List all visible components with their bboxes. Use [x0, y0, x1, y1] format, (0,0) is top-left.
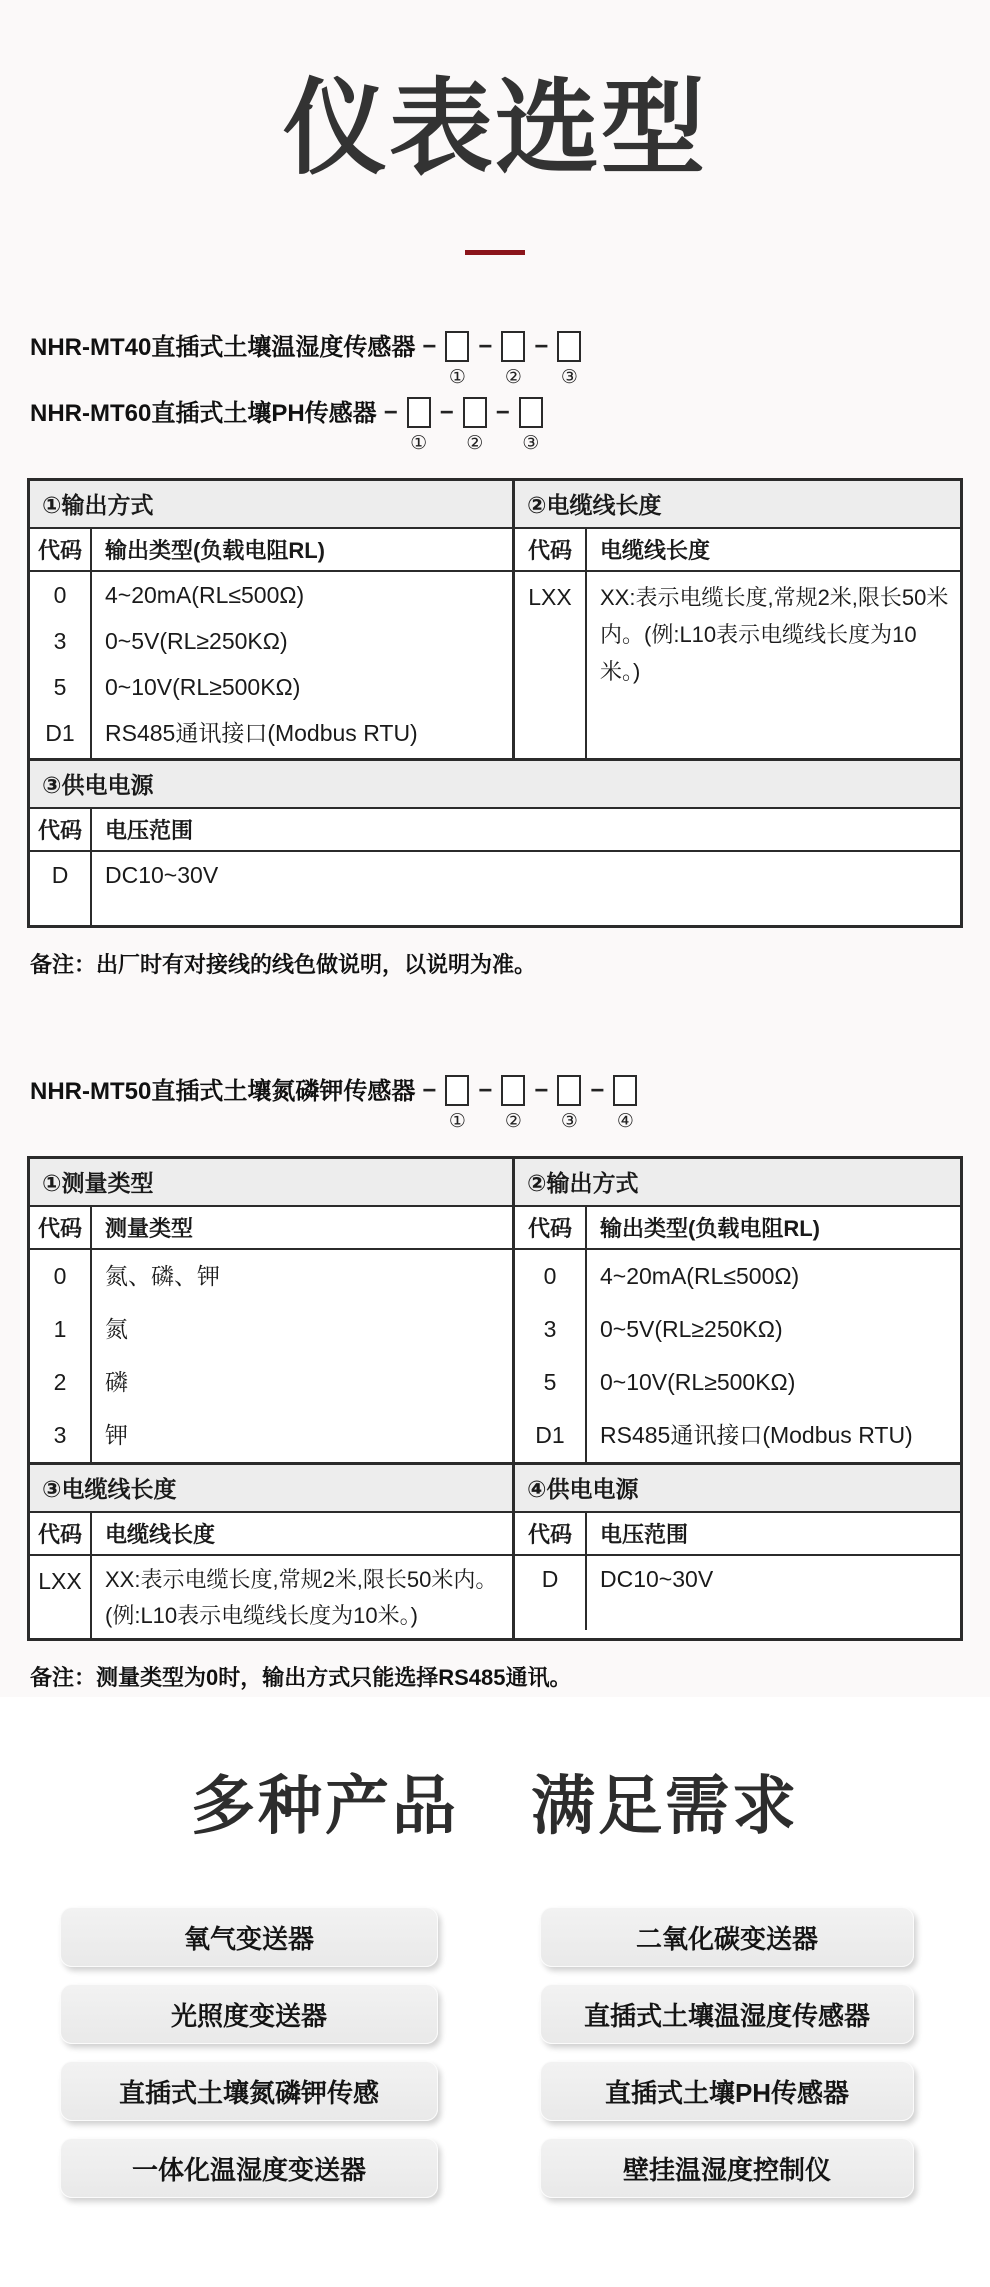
code-slot-3: [555, 331, 583, 390]
product-button-wall-mount-temp-humidity-controller[interactable]: 壁挂温湿度控制仪: [540, 2138, 914, 2198]
dash-separator: −: [534, 333, 549, 361]
output-mode-column: [30, 481, 512, 758]
col-header-code: 代码: [30, 809, 92, 850]
col-header-desc: 电压范围: [105, 818, 194, 844]
code-cell: 0: [53, 582, 67, 609]
code-cells: [30, 572, 92, 758]
col-header-desc: 测量类型: [105, 1216, 194, 1242]
desc-cell: 0~5V(RL≥250KΩ): [105, 628, 288, 655]
desc-cells: [587, 572, 960, 758]
desc-cell: 磷: [105, 1369, 128, 1396]
products-heading-right: 满足需求: [531, 1770, 799, 1842]
dash-separator: −: [590, 1077, 605, 1105]
code-cell: 3: [53, 1422, 67, 1449]
model-line-mt50: [30, 1075, 990, 1134]
slot-number: ①: [410, 433, 428, 455]
code-box: [557, 331, 581, 362]
dash-separator: −: [439, 399, 454, 427]
desc-cell: 0~5V(RL≥250KΩ): [600, 1316, 783, 1343]
code-cell: LXX: [38, 1568, 82, 1595]
code-cell: 0: [543, 1263, 557, 1290]
cable-length-column: [512, 481, 960, 758]
product-button-co2-transmitter[interactable]: 二氧化碳变送器: [540, 1907, 914, 1967]
model-line-mt60: [30, 397, 990, 456]
desc-cell: 氮、磷、钾: [105, 1263, 220, 1290]
power-supply-column: [512, 1465, 960, 1638]
col-header-code: 代码: [515, 1513, 587, 1554]
code-cell: 5: [53, 674, 67, 701]
code-box: [445, 1075, 469, 1106]
col-header-desc: 输出类型(负载电阻RL): [105, 538, 325, 564]
table-header: ①输出方式: [30, 481, 512, 529]
mt50-selection-table: [27, 1156, 963, 1641]
desc-cell: 4~20mA(RL≤500Ω): [600, 1263, 800, 1290]
table-header: ②输出方式: [515, 1159, 960, 1207]
slot-number: ③: [522, 433, 540, 455]
products-heading: [0, 1697, 990, 1847]
code-slot-1: [443, 1075, 471, 1134]
note-mt40: 备注：出厂时有对接线的线色做说明，以说明为准。: [30, 952, 537, 978]
slot-number: ①: [448, 1111, 466, 1133]
model-name-mt50: NHR-MT50直插式土壤氮磷钾传感器: [30, 1078, 416, 1106]
product-button-light-transmitter[interactable]: 光照度变送器: [60, 1984, 438, 2044]
code-box: [613, 1075, 637, 1106]
code-slot-1: [443, 331, 471, 390]
desc-cell: 4~20mA(RL≤500Ω): [105, 582, 305, 609]
power-supply-section: [30, 758, 960, 925]
products-heading-left: 多种产品: [191, 1770, 459, 1842]
code-box: [445, 331, 469, 362]
dash-separator: −: [422, 1077, 437, 1105]
code-cell: 5: [543, 1369, 557, 1396]
code-cells: [30, 1556, 92, 1638]
slot-number: ③: [560, 1111, 578, 1133]
page-title: 仪表选型: [282, 71, 707, 187]
col-header-desc: 电缆线长度: [105, 1522, 216, 1548]
col-header-code: 代码: [515, 1207, 587, 1248]
desc-cell: RS485通讯接口(Modbus RTU): [105, 720, 418, 747]
code-cells: [30, 1250, 92, 1462]
code-slot-3: [517, 397, 545, 456]
desc-cell: 0~10V(RL≥500KΩ): [600, 1369, 796, 1396]
col-header-code: 代码: [515, 529, 587, 570]
code-cell: 1: [53, 1316, 67, 1343]
col-header-desc: 电压范围: [600, 1522, 689, 1548]
code-slot-4: [611, 1075, 639, 1134]
desc-cells: [92, 1250, 512, 1462]
table-header: ③电缆线长度: [30, 1465, 512, 1513]
code-cells: [515, 572, 587, 758]
dash-separator: −: [534, 1077, 549, 1105]
code-cell: D: [541, 1566, 559, 1593]
code-box: [519, 397, 543, 428]
model-line-mt40: [30, 331, 990, 390]
col-header-code: 代码: [30, 529, 92, 570]
title-underline: [465, 250, 525, 255]
desc-cell: XX:表示电缆长度,常规2米,限长50米内。(例:L10表示电缆线长度为10米。): [105, 1567, 498, 1629]
desc-cells: [92, 1556, 512, 1638]
code-cell: LXX: [528, 584, 572, 611]
dash-separator: −: [383, 399, 398, 427]
code-box: [557, 1075, 581, 1106]
products-section: [0, 1697, 990, 2287]
desc-cell: RS485通讯接口(Modbus RTU): [600, 1422, 913, 1449]
code-cells: [30, 852, 92, 925]
mt40-selection-table: [27, 478, 963, 928]
desc-cells: [92, 572, 512, 758]
code-cell: 0: [53, 1263, 67, 1290]
product-button-integrated-temp-humidity-transmitter[interactable]: 一体化温湿度变送器: [60, 2138, 438, 2198]
table-header: ③供电电源: [30, 761, 960, 809]
code-cell: D1: [45, 720, 75, 747]
col-header-desc: 电缆线长度: [600, 538, 711, 564]
code-slot-3: [555, 1075, 583, 1134]
code-slot-2: [461, 397, 489, 456]
model-name-mt40: NHR-MT40直插式土壤温湿度传感器: [30, 334, 416, 362]
code-cell: D: [51, 862, 69, 889]
desc-cell: DC10~30V: [600, 1566, 714, 1593]
code-box: [501, 331, 525, 362]
code-cells: [515, 1556, 587, 1630]
product-button-soil-ph-sensor[interactable]: 直插式土壤PH传感器: [540, 2061, 914, 2121]
slot-number: ②: [504, 367, 522, 389]
slot-number: ②: [504, 1111, 522, 1133]
code-slot-1: [405, 397, 433, 456]
model-code-lines: [30, 331, 990, 456]
model-code-line-mt50: [30, 1075, 990, 1134]
dash-separator: −: [422, 333, 437, 361]
desc-cell: DC10~30V: [105, 862, 219, 889]
col-header-code: 代码: [30, 1207, 92, 1248]
code-cell: D1: [535, 1422, 565, 1449]
note-mt50: 备注：测量类型为0时，输出方式只能选择RS485通讯。: [30, 1665, 572, 1691]
desc-cells: [587, 1250, 960, 1462]
desc-cell: XX:表示电缆长度,常规2米,限长50米内。(例:L10表示电缆线长度为10米。): [600, 585, 949, 685]
product-button-soil-temp-humidity-sensor[interactable]: 直插式土壤温湿度传感器: [540, 1984, 914, 2044]
cable-length-column: [30, 1465, 512, 1638]
table-header: ②电缆线长度: [515, 481, 960, 529]
code-box: [463, 397, 487, 428]
dash-separator: −: [478, 1077, 493, 1105]
code-box: [407, 397, 431, 428]
slot-number: ②: [466, 433, 484, 455]
dash-separator: −: [478, 333, 493, 361]
desc-cell: 钾: [105, 1422, 128, 1449]
desc-cell: 0~10V(RL≥500KΩ): [105, 674, 301, 701]
product-button-grid: [60, 1907, 990, 2198]
model-name-mt60: NHR-MT60直插式土壤PH传感器: [30, 400, 377, 428]
code-cell: 3: [53, 628, 67, 655]
code-cell: 2: [53, 1369, 67, 1396]
product-button-oxygen-transmitter[interactable]: 氧气变送器: [60, 1907, 438, 1967]
col-header-desc: 输出类型(负载电阻RL): [600, 1216, 820, 1242]
code-slot-2: [499, 1075, 527, 1134]
code-cell: 3: [543, 1316, 557, 1343]
table-header: ①测量类型: [30, 1159, 512, 1207]
table-header: ④供电电源: [515, 1465, 960, 1513]
slot-number: ③: [560, 367, 578, 389]
output-mode-column: [512, 1159, 960, 1462]
measure-type-column: [30, 1159, 512, 1462]
slot-number: ①: [448, 367, 466, 389]
code-slot-2: [499, 331, 527, 390]
desc-cells: [92, 852, 960, 925]
desc-cells: [587, 1556, 960, 1630]
code-box: [501, 1075, 525, 1106]
desc-cell: 氮: [105, 1316, 128, 1343]
slot-number: ④: [616, 1111, 634, 1133]
code-cells: [515, 1250, 587, 1462]
product-button-soil-npk-sensor[interactable]: 直插式土壤氮磷钾传感: [60, 2061, 438, 2121]
col-header-code: 代码: [30, 1513, 92, 1554]
dash-separator: −: [495, 399, 510, 427]
